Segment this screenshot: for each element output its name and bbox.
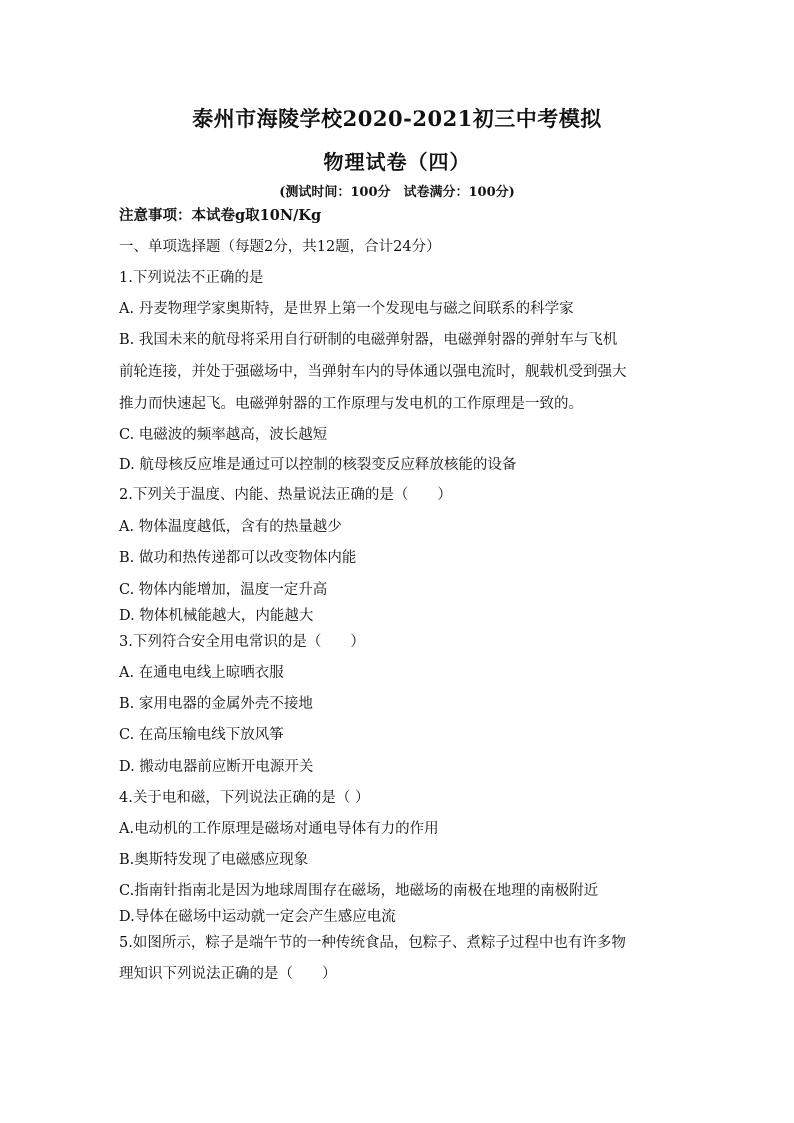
question-option: D. 航母核反应堆是通过可以控制的核裂变反应释放核能的设备 xyxy=(119,457,517,473)
question-option: 理知识下列说法正确的是（ ） xyxy=(119,966,337,982)
section-heading: 一、单项选择题（每题2分，共12题，合计24分） xyxy=(119,239,441,255)
exam-info: (测试时间：100分 试卷满分：100分) xyxy=(279,185,515,200)
question-option: B. 我国未来的航母将采用自行研制的电磁弹射器，电磁弹射器的弹射车与飞机 xyxy=(119,332,618,348)
question-option: A.电动机的工作原理是磁场对通电导体有力的作用 xyxy=(119,821,439,837)
question-option: C. 在高压输电线下放风筝 xyxy=(119,727,284,743)
question-option: D. 物体机械能越大，内能越大 xyxy=(119,608,314,624)
notice: 注意事项：本试卷g取10N/Kg xyxy=(119,207,322,224)
question-option: 前轮连接，并处于强磁场中，当弹射车内的导体通以强电流时，舰载机受到强大 xyxy=(119,364,627,380)
question-option: A. 在通电电线上晾晒衣服 xyxy=(119,665,284,681)
question-option: D. 搬动电器前应断开电源开关 xyxy=(119,759,314,775)
page-subtitle: 物理试卷（四） xyxy=(323,150,471,174)
question-stem: 1.下列说法不正确的是 xyxy=(119,270,264,286)
question-option: C.指南针指南北是因为地球周围存在磁场，地磁场的南极在地理的南极附近 xyxy=(119,883,599,899)
question-option: B.奥斯特发现了电磁感应现象 xyxy=(119,852,309,868)
question-option: D.导体在磁场中运动就一定会产生感应电流 xyxy=(119,909,396,925)
question-option: A. 物体温度越低，含有的热量越少 xyxy=(119,519,342,535)
question-stem: 2.下列关于温度、内能、热量说法正确的是（ ） xyxy=(119,487,452,503)
page-title: 泰州市海陵学校2020-2021初三中考模拟 xyxy=(192,106,602,131)
question-option: B. 家用电器的金属外壳不接地 xyxy=(119,696,313,712)
question-option: 推力而快速起飞。电磁弹射器的工作原理与发电机的工作原理是一致的。 xyxy=(119,396,583,412)
question-stem: 4.关于电和磁，下列说法正确的是（ ） xyxy=(119,790,370,806)
question-stem: 5.如图所示，粽子是端午节的一种传统食品，包粽子、煮粽子过程中也有许多物 xyxy=(119,935,626,951)
question-option: C. 物体内能增加，温度一定升高 xyxy=(119,582,328,598)
question-stem: 3.下列符合安全用电常识的是（ ） xyxy=(119,634,365,650)
question-option: C. 电磁波的频率越高，波长越短 xyxy=(119,427,328,443)
question-option: A. 丹麦物理学家奥斯特，是世界上第一个发现电与磁之间联系的科学家 xyxy=(119,301,574,317)
question-option: B. 做功和热传递都可以改变物体内能 xyxy=(119,550,357,566)
